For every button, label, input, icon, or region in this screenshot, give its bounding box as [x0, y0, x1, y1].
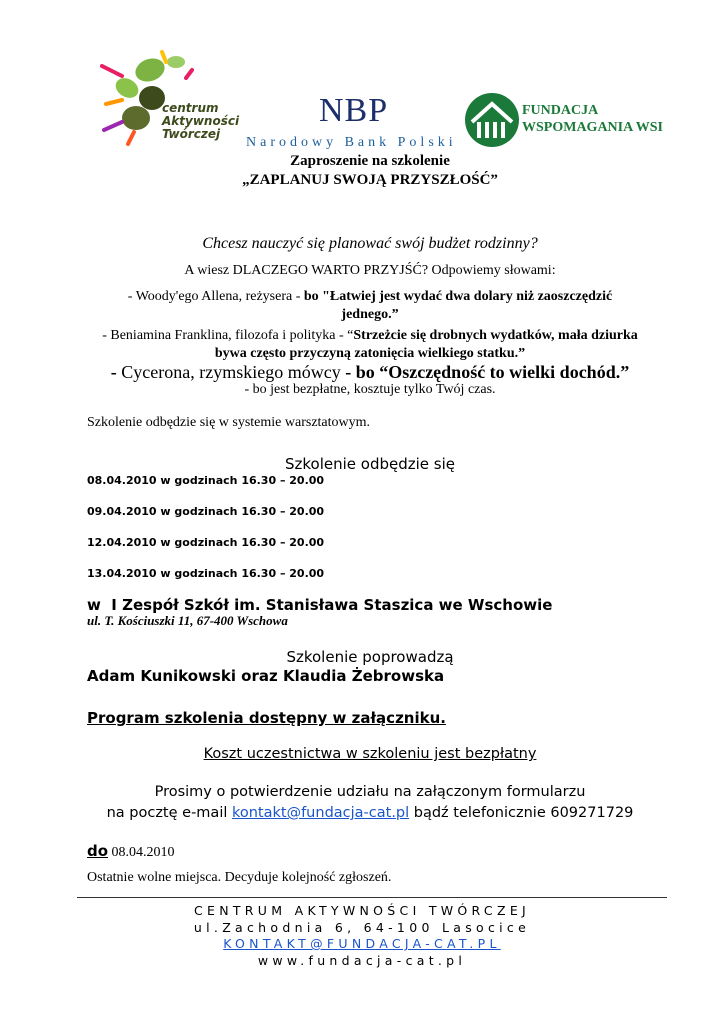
quote-franklin	[70, 327, 670, 363]
deadline	[87, 842, 175, 861]
quote-woody-text: bo "Łatwiej jest wydać dwa dolary niż zaoszczędzić	[303, 289, 613, 304]
nbp-subtitle: Narodowy Bank Polski	[246, 135, 457, 150]
quote-cicero-dash: -	[110, 362, 122, 382]
cost-info: Koszt uczestnictwa w szkoleniu jest bezpłatny	[203, 746, 537, 762]
fws-line1: FUNDACJA	[522, 103, 599, 118]
footer-website[interactable]: www.fundacja-cat.pl	[257, 953, 467, 968]
schedule-date: 09.04.2010 w godzinach 16.30 – 20.00	[87, 505, 325, 518]
cat-logo-line2: Aktywności	[162, 114, 240, 128]
confirmation-line2-suffix: bądź telefonicznie 609271729	[409, 805, 634, 821]
quote-franklin-text: Strzeżcie się drobnych wydatków, mała dziurka	[353, 328, 638, 343]
quote-woody-allen	[80, 288, 660, 324]
footer-divider	[77, 897, 667, 898]
trainers-heading: Szkolenie poprowadzą	[286, 648, 454, 666]
fws-house-icon	[464, 92, 520, 148]
cat-logo-line3: Twórczej	[162, 127, 221, 141]
quote-woody-text-end: jednego.”	[341, 307, 399, 322]
schedule-date: 13.04.2010 w godzinach 16.30 – 20.00	[87, 567, 325, 580]
training-title: „ZAPLANUJ SWOJĄ PRZYSZŁOŚĆ”	[242, 172, 498, 188]
schedule-date: 08.04.2010 w godzinach 16.30 – 20.00	[87, 474, 325, 487]
venue-name: w I Zespół Szkół im. Stanisława Staszica we Wschowie	[87, 596, 553, 614]
quote-franklin-prefix: - Beniamina Franklina, filozofa i polityka - “	[102, 328, 354, 343]
workshop-format: Szkolenie odbędzie się w systemie warsztatowym.	[87, 415, 371, 430]
confirmation-line1: Prosimy o potwierdzenie udziału na załączonym formularzu	[154, 784, 586, 800]
centrum-aktywnosci-tworczej-logo	[92, 48, 242, 152]
nbp-logo	[246, 92, 456, 154]
quote-cicero-prefix: Cycerona, rzymskiego mówcy	[121, 362, 346, 382]
email-link[interactable]: kontakt@fundacja-cat.pl	[231, 805, 410, 821]
trainers-names: Adam Kunikowski oraz Klaudia Żebrowska	[87, 667, 445, 685]
budget-question: Chcesz nauczyć się planować swój budżet rodzinny?	[202, 235, 538, 252]
footer-address: ul.Zachodnia 6, 64-100 Lasocice	[193, 920, 531, 935]
schedule-heading: Szkolenie odbędzie się	[284, 455, 455, 473]
deadline-date: 08.04.2010	[108, 845, 175, 860]
footer-org: CENTRUM AKTYWNOŚCI TWÓRCZEJ	[194, 903, 530, 918]
free-note: - bo jest bezpłatne, kosztuje tylko Twój czas.	[244, 382, 496, 397]
quote-cicero	[80, 362, 660, 383]
confirmation-request	[60, 782, 680, 824]
fws-line2: WSPOMAGANIA WSI	[522, 120, 663, 135]
deadline-label: do	[87, 842, 109, 860]
schedule-date: 12.04.2010 w godzinach 16.30 – 20.00	[87, 536, 325, 549]
fundacja-wspomagania-wsi-logo	[464, 90, 663, 150]
quote-franklin-text-end: bywa często przyczyną zatonięcia wielkiego statku.”	[214, 346, 526, 361]
quote-cicero-text: - bo “Oszczędność to wielki dochód.”	[345, 362, 630, 382]
nbp-mark: NBP	[319, 92, 389, 129]
footer-email-link[interactable]: KONTAKT@FUNDACJA-CAT.PL	[223, 936, 501, 951]
why-attend: A wiesz DLACZEGO WARTO PRZYJŚĆ? Odpowiemy słowami:	[184, 263, 556, 278]
confirmation-line2	[60, 803, 680, 824]
cat-logo-line1: centrum	[162, 101, 219, 115]
program-attachment-note: Program szkolenia dostępny w załączniku.	[87, 709, 446, 727]
last-seats-note: Ostatnie wolne miejsca. Decyduje kolejność zgłoszeń.	[87, 870, 392, 885]
venue-address: ul. T. Kościuszki 11, 67-400 Wschowa	[87, 613, 288, 628]
quote-woody-prefix: - Woody'ego Allena, reżysera -	[127, 289, 304, 304]
invitation-heading: Zaproszenie na szkolenie	[290, 153, 450, 169]
confirmation-line2-prefix: na pocztę e-mail	[106, 805, 232, 821]
